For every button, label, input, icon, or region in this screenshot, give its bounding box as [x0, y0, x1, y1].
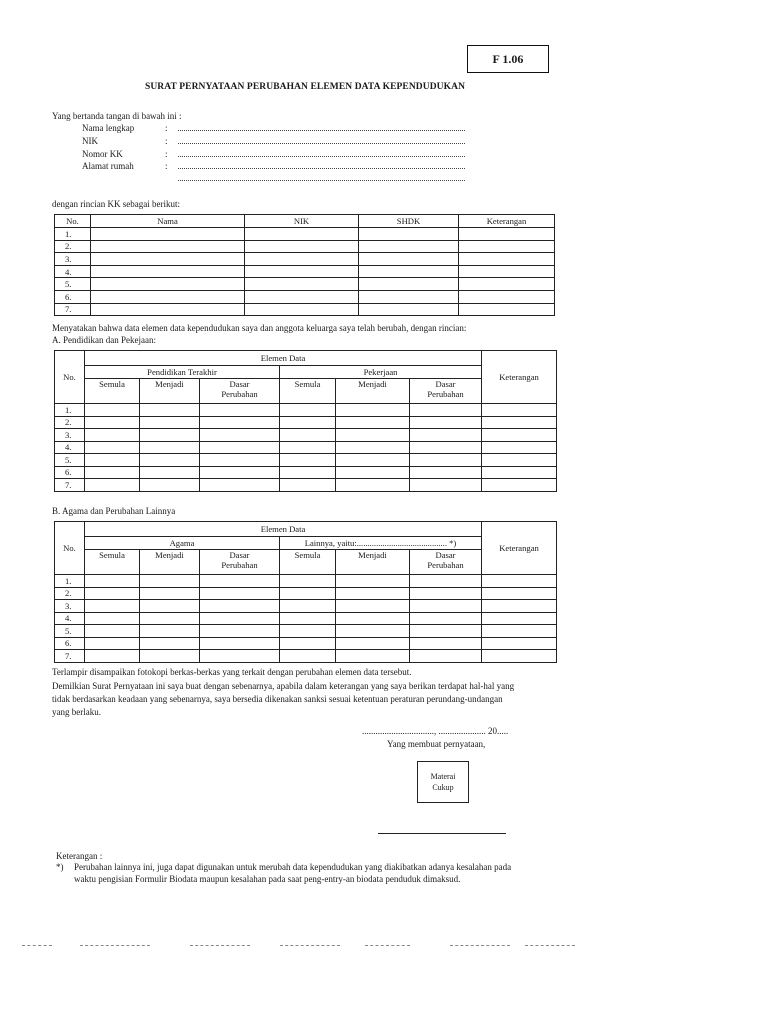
cell-keterangan[interactable]: [459, 290, 555, 303]
cell[interactable]: [140, 454, 200, 467]
cell[interactable]: [85, 637, 140, 650]
cell[interactable]: [140, 466, 200, 479]
cell[interactable]: [410, 637, 482, 650]
row-number: 6.: [55, 637, 85, 650]
table-row: [55, 429, 557, 442]
cell[interactable]: [280, 466, 336, 479]
cell[interactable]: [140, 429, 200, 442]
cell[interactable]: [85, 429, 140, 442]
row-number: 4.: [55, 441, 85, 454]
row-number: 2.: [55, 416, 85, 429]
kk-header-shdk: SHDK: [359, 215, 459, 228]
form-code-box: F 1.06: [467, 45, 549, 73]
cell[interactable]: [140, 404, 200, 417]
cell[interactable]: [140, 416, 200, 429]
row-number: 2.: [55, 240, 91, 253]
attachment-note: Terlampir disampaikan fotokopi berkas-berkas yang terkait dengan perubahan elemen data tersebut.: [52, 667, 412, 677]
statement-text: Menyatakan bahwa data elemen data kependudukan saya dan anggota keluarga saya telah berubah, dengan rincian:: [52, 323, 467, 333]
b-col-semula: Semula: [85, 550, 140, 575]
alamat-rumah-field[interactable]: [178, 168, 465, 169]
table-row: [55, 290, 555, 303]
b-header-lainnya: Lainnya, yaitu:.......................................... *): [280, 537, 482, 550]
cell-shdk[interactable]: [359, 303, 459, 316]
table-row: [55, 404, 557, 417]
nik-field[interactable]: [178, 143, 465, 144]
b-col-menjadi: Menjadi: [140, 550, 200, 575]
scan-artifact: [80, 945, 150, 946]
scan-artifact: [365, 945, 410, 946]
cell[interactable]: [85, 416, 140, 429]
dasar-label: Dasar: [229, 550, 250, 560]
table-row: [55, 441, 557, 454]
cell[interactable]: [280, 625, 336, 638]
footnote-line-1: Perubahan lainnya ini, juga dapat digunakan untuk merubah data kependudukan yang diakibatkan adanya kesalahan pada: [74, 862, 512, 872]
field-label-nama: Nama lengkap: [82, 123, 135, 133]
cell[interactable]: [200, 612, 280, 625]
perubahan-label: Perubahan: [427, 560, 464, 570]
b-col-dasar-2: [410, 550, 482, 575]
cell[interactable]: [336, 587, 410, 600]
cell-nik[interactable]: [245, 228, 359, 241]
cell[interactable]: [140, 600, 200, 613]
a-header-elemen-data: Elemen Data: [85, 351, 482, 366]
perubahan-label: Perubahan: [427, 389, 464, 399]
cell[interactable]: [280, 454, 336, 467]
cell[interactable]: [482, 625, 557, 638]
cell-shdk[interactable]: [359, 290, 459, 303]
row-number: 4.: [55, 612, 85, 625]
cell[interactable]: [482, 600, 557, 613]
cell[interactable]: [280, 404, 336, 417]
field-colon: :: [165, 161, 168, 171]
cell[interactable]: [336, 479, 410, 492]
cell-nama[interactable]: [91, 290, 245, 303]
nama-lengkap-field[interactable]: [178, 130, 465, 131]
cell[interactable]: [336, 404, 410, 417]
cell-nama[interactable]: [91, 278, 245, 291]
cell-keterangan[interactable]: [459, 303, 555, 316]
a-col-semula: Semula: [85, 379, 140, 404]
row-number: 2.: [55, 587, 85, 600]
table-row: [55, 587, 557, 600]
row-number: 5.: [55, 625, 85, 638]
kk-table: [54, 214, 555, 316]
dasar-label: Dasar: [229, 379, 250, 389]
place-date-field[interactable]: ................................, ..................... 20.....: [362, 726, 509, 736]
b-col-menjadi-2: Menjadi: [336, 550, 410, 575]
cell-nama[interactable]: [91, 228, 245, 241]
footnote-line-2: waktu pengisian Formulir Biodata maupun kesalahan pada saat peng-entry-an biodata penduduk dimaksud.: [74, 874, 461, 884]
footnote-marker: *): [56, 862, 64, 872]
table-row: [55, 240, 555, 253]
cell[interactable]: [140, 625, 200, 638]
alamat-rumah-field-line2[interactable]: [178, 180, 465, 181]
cell[interactable]: [410, 416, 482, 429]
cell[interactable]: [280, 416, 336, 429]
cell[interactable]: [200, 404, 280, 417]
cell[interactable]: [482, 454, 557, 467]
cell[interactable]: [200, 637, 280, 650]
cell-nik[interactable]: [245, 303, 359, 316]
cell[interactable]: [482, 479, 557, 492]
cell-keterangan[interactable]: [459, 253, 555, 266]
cell[interactable]: [482, 441, 557, 454]
cell[interactable]: [200, 416, 280, 429]
kk-header-nik: NIK: [245, 215, 359, 228]
perubahan-label: Perubahan: [221, 389, 258, 399]
cell[interactable]: [410, 479, 482, 492]
cell[interactable]: [200, 587, 280, 600]
a-col-dasar: [200, 379, 280, 404]
field-label-alamat: Alamat rumah: [82, 161, 134, 171]
table-row: [55, 303, 555, 316]
cell-nik[interactable]: [245, 278, 359, 291]
kk-header-keterangan: Keterangan: [459, 215, 555, 228]
cell-nama[interactable]: [91, 253, 245, 266]
cell[interactable]: [140, 637, 200, 650]
cell[interactable]: [85, 575, 140, 588]
row-number: 5.: [55, 454, 85, 467]
table-row: [55, 637, 557, 650]
table-row: [55, 265, 555, 278]
cell[interactable]: [140, 587, 200, 600]
a-header-pendidikan: Pendidikan Terakhir: [85, 366, 280, 379]
row-number: 3.: [55, 253, 91, 266]
stamp-label-cukup: Cukup: [432, 783, 454, 792]
cell[interactable]: [85, 650, 140, 663]
cell[interactable]: [140, 479, 200, 492]
cell[interactable]: [336, 612, 410, 625]
cell[interactable]: [410, 600, 482, 613]
table-row: [55, 612, 557, 625]
row-number: 4.: [55, 265, 91, 278]
scan-artifact: [22, 945, 52, 946]
cell[interactable]: [85, 404, 140, 417]
cell[interactable]: [482, 429, 557, 442]
cell[interactable]: [280, 637, 336, 650]
cell[interactable]: [410, 404, 482, 417]
closing-line-3: yang berlaku.: [52, 707, 101, 717]
row-number: 5.: [55, 278, 91, 291]
cell[interactable]: [336, 625, 410, 638]
cell[interactable]: [410, 650, 482, 663]
cell[interactable]: [482, 575, 557, 588]
table-row: [55, 650, 557, 663]
field-colon: :: [165, 149, 168, 159]
cell[interactable]: [482, 587, 557, 600]
scan-artifact: [525, 945, 575, 946]
row-number: 6.: [55, 290, 91, 303]
cell[interactable]: [200, 466, 280, 479]
cell[interactable]: [410, 429, 482, 442]
cell[interactable]: [85, 479, 140, 492]
a-col-menjadi: Menjadi: [140, 379, 200, 404]
cell[interactable]: [280, 587, 336, 600]
b-header-elemen-data: Elemen Data: [85, 522, 482, 537]
b-header-no: No.: [55, 522, 85, 575]
cell[interactable]: [280, 479, 336, 492]
cell[interactable]: [85, 454, 140, 467]
cell-nik[interactable]: [245, 290, 359, 303]
cell[interactable]: [336, 441, 410, 454]
cell[interactable]: [85, 466, 140, 479]
cell[interactable]: [410, 466, 482, 479]
cell[interactable]: [140, 441, 200, 454]
cell[interactable]: [482, 637, 557, 650]
row-number: 7.: [55, 479, 85, 492]
nomor-kk-field[interactable]: [178, 156, 465, 157]
field-label-nomor-kk: Nomor KK: [82, 149, 123, 159]
a-header-keterangan: Keterangan: [482, 351, 557, 404]
perubahan-label: Perubahan: [221, 560, 258, 570]
cell-nik[interactable]: [245, 240, 359, 253]
row-number: 3.: [55, 600, 85, 613]
cell[interactable]: [200, 650, 280, 663]
cell[interactable]: [200, 625, 280, 638]
b-col-semula-2: Semula: [280, 550, 336, 575]
cell[interactable]: [336, 575, 410, 588]
table-row: [55, 479, 557, 492]
dasar-label: Dasar: [435, 550, 456, 560]
cell[interactable]: [410, 441, 482, 454]
cell[interactable]: [482, 404, 557, 417]
cell[interactable]: [85, 612, 140, 625]
row-number: 7.: [55, 303, 91, 316]
cell[interactable]: [140, 575, 200, 588]
cell-nama[interactable]: [91, 265, 245, 278]
cell-shdk[interactable]: [359, 240, 459, 253]
cell[interactable]: [85, 441, 140, 454]
cell[interactable]: [280, 575, 336, 588]
table-row: [55, 625, 557, 638]
cell[interactable]: [280, 650, 336, 663]
cell[interactable]: [200, 600, 280, 613]
cell-nama[interactable]: [91, 240, 245, 253]
kk-header-no: No.: [55, 215, 91, 228]
row-number: 3.: [55, 429, 85, 442]
cell[interactable]: [410, 587, 482, 600]
cell[interactable]: [336, 429, 410, 442]
row-number: 7.: [55, 650, 85, 663]
a-header-pekerjaan: Pekerjaan: [280, 366, 482, 379]
cell[interactable]: [280, 441, 336, 454]
cell[interactable]: [85, 587, 140, 600]
cell-keterangan[interactable]: [459, 265, 555, 278]
cell[interactable]: [336, 466, 410, 479]
row-number: 1.: [55, 228, 91, 241]
closing-line-2: tidak berdasarkan keadaan yang sebenarnya, saya bersedia dikenakan sanksi sesuai ketentuan peraturan perundang-undangan: [52, 694, 503, 704]
kk-header-nama: Nama: [91, 215, 245, 228]
scan-artifact: [280, 945, 340, 946]
cell[interactable]: [336, 600, 410, 613]
cell[interactable]: [140, 650, 200, 663]
signature-line[interactable]: [378, 833, 506, 834]
table-row: [55, 600, 557, 613]
field-colon: :: [165, 123, 168, 133]
field-colon: :: [165, 136, 168, 146]
scan-artifact: [190, 945, 250, 946]
row-number: 1.: [55, 404, 85, 417]
table-row: [55, 466, 557, 479]
cell-shdk[interactable]: [359, 278, 459, 291]
cell[interactable]: [280, 429, 336, 442]
cell-nik[interactable]: [245, 253, 359, 266]
cell[interactable]: [410, 625, 482, 638]
cell-keterangan[interactable]: [459, 240, 555, 253]
a-header-no: No.: [55, 351, 85, 404]
b-header-agama: Agama: [85, 537, 280, 550]
cell-keterangan[interactable]: [459, 228, 555, 241]
cell[interactable]: [200, 575, 280, 588]
table-row: [55, 575, 557, 588]
section-a-label: A. Pendidikan dan Pekejaan:: [52, 335, 156, 345]
cell[interactable]: [336, 650, 410, 663]
notes-title: Keterangan :: [56, 851, 103, 861]
cell[interactable]: [336, 454, 410, 467]
cell[interactable]: [336, 637, 410, 650]
cell[interactable]: [200, 441, 280, 454]
scan-artifact: [450, 945, 510, 946]
a-col-menjadi-2: Menjadi: [336, 379, 410, 404]
cell[interactable]: [200, 454, 280, 467]
cell[interactable]: [482, 650, 557, 663]
intro-text: Yang bertanda tangan di bawah ini :: [52, 111, 182, 121]
cell-nik[interactable]: [245, 265, 359, 278]
cell[interactable]: [410, 612, 482, 625]
row-number: 6.: [55, 466, 85, 479]
section-b-label: B. Agama dan Perubahan Lainnya: [52, 506, 176, 516]
row-number: 1.: [55, 575, 85, 588]
cell[interactable]: [85, 600, 140, 613]
cell[interactable]: [482, 416, 557, 429]
cell[interactable]: [280, 600, 336, 613]
closing-line-1: Demilkian Surat Pernyataan ini saya buat dengan sebenarnya, apabila dalam keterangan yang saya berikan terdapat hal-hal yang: [52, 681, 515, 691]
cell-shdk[interactable]: [359, 228, 459, 241]
table-row: [55, 228, 555, 241]
form-title: SURAT PERNYATAAN PERUBAHAN ELEMEN DATA KEPENDUDUKAN: [144, 82, 466, 92]
cell-nama[interactable]: [91, 303, 245, 316]
cell[interactable]: [336, 416, 410, 429]
cell-shdk[interactable]: [359, 253, 459, 266]
cell[interactable]: [410, 454, 482, 467]
section-b-table: [54, 521, 557, 663]
cell-keterangan[interactable]: [459, 278, 555, 291]
table-row: [55, 278, 555, 291]
cell[interactable]: [482, 612, 557, 625]
cell[interactable]: [280, 612, 336, 625]
table-row: [55, 454, 557, 467]
cell-shdk[interactable]: [359, 265, 459, 278]
kk-intro-text: dengan rincian KK sebagai berikut:: [52, 199, 180, 209]
materai-stamp-box: [417, 761, 469, 803]
signer-label: Yang membuat pernyataan,: [387, 739, 486, 749]
cell[interactable]: [140, 612, 200, 625]
table-row: [55, 253, 555, 266]
cell[interactable]: [200, 429, 280, 442]
cell[interactable]: [410, 575, 482, 588]
cell[interactable]: [482, 466, 557, 479]
cell[interactable]: [200, 479, 280, 492]
dasar-label: Dasar: [435, 379, 456, 389]
a-col-semula-2: Semula: [280, 379, 336, 404]
field-label-nik: NIK: [82, 136, 98, 146]
a-col-dasar-2: [410, 379, 482, 404]
stamp-label-materai: Materai: [430, 772, 456, 781]
section-a-table: [54, 350, 557, 492]
table-row: [55, 416, 557, 429]
b-col-dasar: [200, 550, 280, 575]
cell[interactable]: [85, 625, 140, 638]
b-header-keterangan: Keterangan: [482, 522, 557, 575]
